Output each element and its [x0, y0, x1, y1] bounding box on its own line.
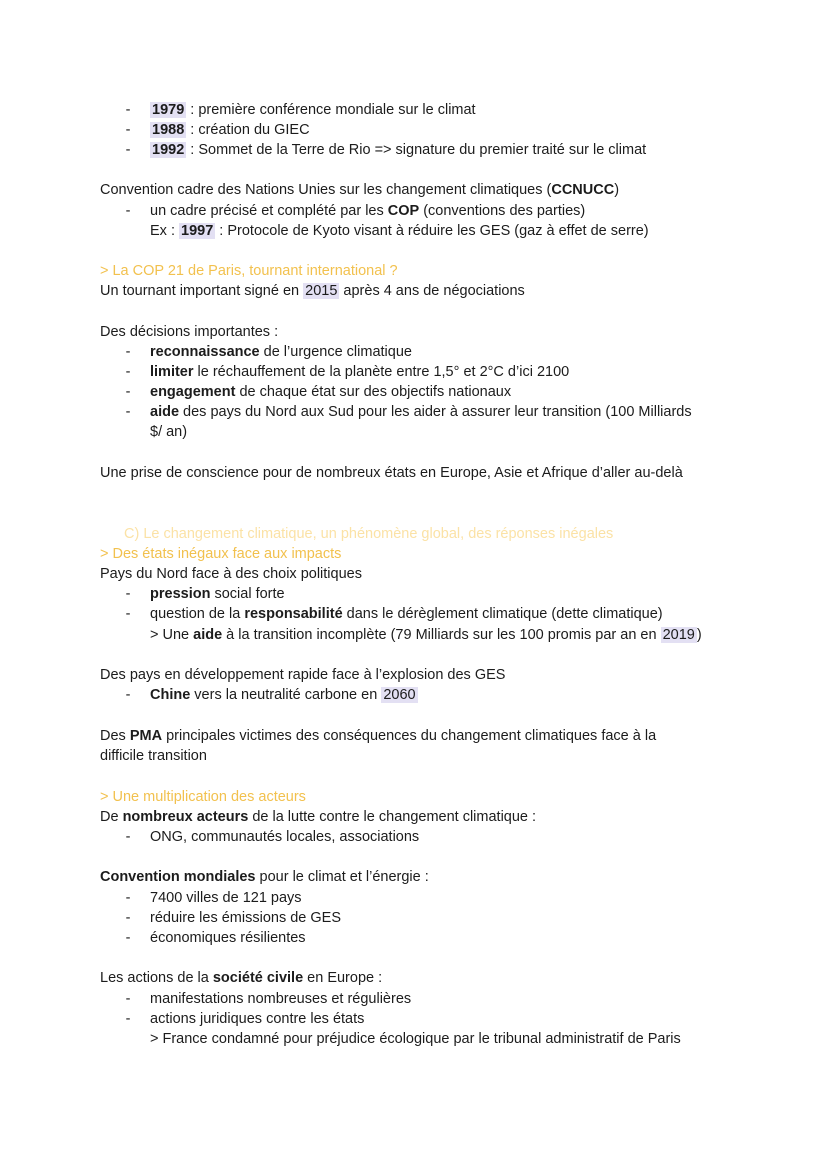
pma-post: principales victimes des conséquences du changement climatiques face à la: [162, 728, 657, 744]
decision-text: des pays du Nord aux Sud pour les aider à assurer leur transition (100 Milliards: [179, 404, 692, 420]
china-bold: Chine: [150, 687, 191, 703]
civil-bullet: actions juridiques contre les états: [150, 1011, 365, 1027]
convention-bullet: réduire les émissions de GES: [150, 910, 341, 926]
actors-pre: De: [100, 809, 123, 825]
developing-countries-line: Des pays en développement rapide face à l’explosion des GES: [100, 667, 506, 683]
actors-bold: nombreux acteurs: [122, 809, 249, 825]
bullet-dash: -: [125, 586, 131, 602]
ccnucc-bullet-pre: un cadre précisé et complété par les: [150, 203, 388, 219]
decision-text: de chaque état sur des objectifs nationaux: [235, 384, 512, 400]
civil-society-line: [100, 968, 382, 988]
cop21-line: [100, 281, 525, 301]
pma-bold: PMA: [129, 728, 163, 744]
unequal-states-heading: > Des états inégaux face aux impacts: [100, 546, 342, 562]
north-bullet: [150, 604, 663, 624]
year-highlight: 1988: [152, 122, 185, 138]
decision-item: [150, 382, 511, 402]
bullet-dash: -: [125, 890, 131, 906]
convention-bullet: économiques résilientes: [150, 930, 306, 946]
decision-text: le réchauffement de la planète entre 1,5° et 2°C d’ici 2100: [193, 364, 570, 380]
year-highlight: 1979: [152, 102, 185, 118]
bullet-dash: -: [125, 102, 131, 118]
year-highlight: 1992: [152, 142, 185, 158]
aid-close: ): [696, 627, 702, 643]
bullet-dash: -: [125, 384, 131, 400]
aid-subline: [150, 625, 702, 645]
bullet-dash: -: [125, 1011, 131, 1027]
convention-bullet: 7400 villes de 121 pays: [150, 890, 302, 906]
decision-item: [150, 362, 569, 382]
convention-post: pour le climat et l’énergie :: [255, 869, 429, 885]
north-bullet-bold: responsabilité: [244, 606, 343, 622]
example-prefix: Ex :: [150, 223, 180, 239]
china-bullet: [150, 685, 418, 705]
date-text: : création du GIEC: [186, 122, 310, 138]
bullet-dash: -: [125, 910, 131, 926]
ccnucc-close: ): [614, 182, 620, 198]
cop21-line-post: après 4 ans de négociations: [339, 283, 525, 299]
north-countries-line: Pays du Nord face à des choix politiques: [100, 566, 362, 582]
actors-line: [100, 807, 536, 827]
pma-pre: Des: [100, 728, 130, 744]
date-item-1988: [150, 120, 310, 140]
bullet-dash: -: [125, 606, 131, 622]
actors-heading: > Une multiplication des acteurs: [100, 789, 306, 805]
section-c-title: C) Le changement climatique, un phénomène global, des réponses inégales: [124, 526, 614, 542]
convention-bold: Convention mondiales: [100, 869, 256, 885]
decision-bold: engagement: [150, 384, 236, 400]
ccnucc-bullet: [150, 201, 585, 221]
decision-bold: limiter: [150, 364, 194, 380]
bullet-dash: -: [125, 142, 131, 158]
bullet-dash: -: [125, 991, 131, 1007]
date-text: : Sommet de la Terre de Rio => signature du premier traité sur le climat: [186, 142, 647, 158]
year-highlight: 1997: [181, 223, 214, 239]
date-text: : première conférence mondiale sur le climat: [186, 102, 476, 118]
north-bullet-post: dans le dérèglement climatique (dette climatique): [342, 606, 663, 622]
decision-item: [150, 402, 692, 422]
china-text: vers la neutralité carbone en: [190, 687, 382, 703]
ccnucc-acronym: CCNUCC: [551, 182, 615, 198]
bullet-dash: -: [125, 404, 131, 420]
bullet-dash: -: [125, 122, 131, 138]
aid-pre: > Une: [150, 627, 194, 643]
year-highlight: 2015: [305, 283, 338, 299]
year-highlight: 2019: [662, 627, 695, 643]
pma-continuation: difficile transition: [100, 748, 207, 764]
actors-post: de la lutte contre le changement climatique :: [248, 809, 537, 825]
ccnucc-intro: Convention cadre des Nations Unies sur les changement climatiques (: [100, 182, 552, 198]
decision-item: [150, 342, 412, 362]
pma-line: [100, 726, 656, 746]
civil-pre: Les actions de la: [100, 970, 213, 986]
actors-bullet: ONG, communautés locales, associations: [150, 829, 420, 845]
kyoto-example: [150, 221, 649, 241]
north-bullet-bold: pression: [150, 586, 211, 602]
ccnucc-bullet-bold: COP: [387, 203, 420, 219]
example-text: : Protocole de Kyoto visant à réduire les GES (gaz à effet de serre): [215, 223, 649, 239]
date-item-1979: [150, 100, 476, 120]
civil-bold: société civile: [212, 970, 304, 986]
decisions-title: Des décisions importantes :: [100, 324, 279, 340]
decision-bold: aide: [150, 404, 180, 420]
bullet-dash: -: [125, 203, 131, 219]
year-highlight: 2060: [383, 687, 416, 703]
bullet-dash: -: [125, 829, 131, 845]
awareness-line: Une prise de conscience pour de nombreux états en Europe, Asie et Afrique d’aller au-delà: [100, 465, 683, 481]
aid-bold: aide: [193, 627, 223, 643]
decision-bold: reconnaissance: [150, 344, 260, 360]
civil-post: en Europe :: [303, 970, 383, 986]
cop21-heading: > La COP 21 de Paris, tournant international ?: [100, 263, 398, 279]
north-bullet-pre: question de la: [150, 606, 245, 622]
bullet-dash: -: [125, 687, 131, 703]
bullet-dash: -: [125, 930, 131, 946]
convention-line: [100, 867, 429, 887]
north-bullet-text: social forte: [210, 586, 285, 602]
bullet-dash: -: [125, 344, 131, 360]
date-item-1992: [150, 140, 646, 160]
france-condemned-line: > France condamné pour préjudice écologique par le tribunal administratif de Paris: [150, 1031, 681, 1047]
decision-continuation: $/ an): [150, 424, 188, 440]
aid-mid: à la transition incomplète (79 Milliards sur les 100 promis par an en: [222, 627, 661, 643]
decision-text: de l’urgence climatique: [259, 344, 412, 360]
cop21-line-pre: Un tournant important signé en: [100, 283, 304, 299]
ccnucc-bullet-post: (conventions des parties): [419, 203, 586, 219]
north-bullet: [150, 584, 285, 604]
civil-bullet: manifestations nombreuses et régulières: [150, 991, 412, 1007]
ccnucc-line: [100, 180, 619, 200]
bullet-dash: -: [125, 364, 131, 380]
